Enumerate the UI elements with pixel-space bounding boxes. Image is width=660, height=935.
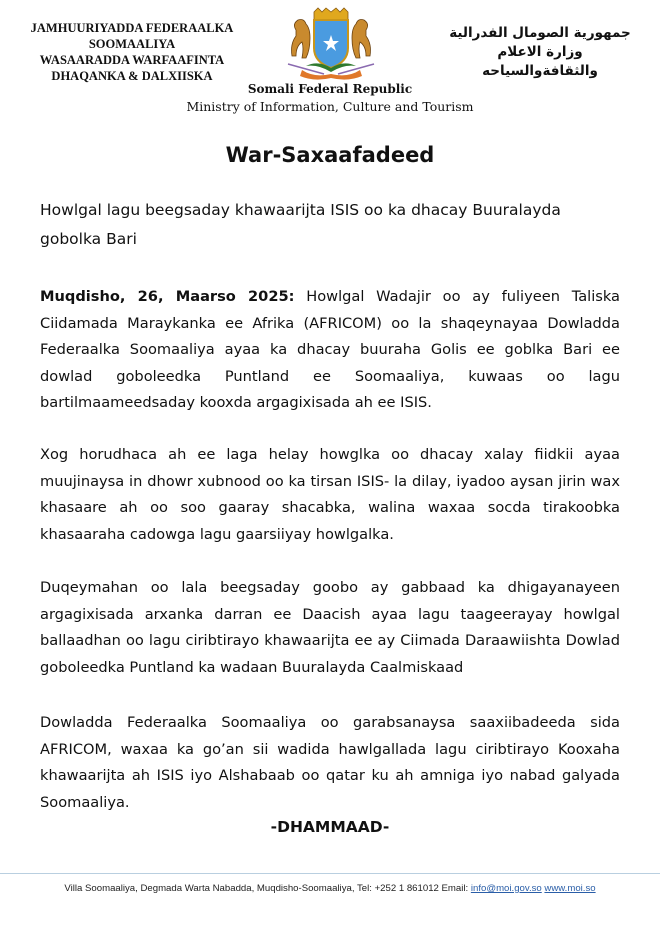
document-headline: Howlgal lagu beegsaday khawaarijta ISIS oo ka dhacay Buuralayda gobolka Bari — [40, 201, 561, 248]
letterhead-right-line: وزارة الاعلام — [497, 44, 583, 60]
letterhead-left-line: JAMHUURIYADDA FEDERAALKA — [30, 21, 234, 35]
letterhead-left-line: WASAARADDA WARFAAFINTA — [39, 53, 225, 67]
dateline: Muqdisho, 26, Maarso 2025: — [40, 288, 295, 305]
paragraph-1-text: Howlgal Wadajir oo ay fuliyeen Taliska Ciidamada Maraykanka ee Afrika (AFRICOM) oo la shaqeynayaa Dowladda Federaalka Soomaaliya ayaa ka dhacay buuraha Golis ee goblka Bari ee dowlad goboleedka Puntland ee Soomaaliya, kuwaas oo lagu bartilmaameedsaday kooxda argagixisada ah ee ISIS. — [40, 288, 620, 411]
paragraph-1 — [40, 284, 620, 417]
paragraph-4: Dowladda Federaalka Soomaaliya oo garabsanaysa saaxiibadeeda sida AFRICOM, waxaa ka go’an sii wadida hawlgallada lagu ciribtirayo Kooxaha khawaarijta ah ISIS iyo Alshabaab oo qatar ku ah amniga iyo nabad galyada Soomaaliya. — [40, 714, 620, 811]
somali-coat-of-arms-icon — [284, 6, 378, 82]
letterhead — [0, 0, 660, 120]
footer-address: Villa Soomaaliya, Degmada Warta Nabadda, Muqdisho-Soomaaliya, Tel: +252 1 861012 Email: — [64, 883, 471, 894]
paragraph-3: Duqeymahan oo lala beegsaday goobo ay gabbaad ka dhigayanayeen argagixisada arxanka darran ee Daacish ayaa lagu taageerayay howlgal ballaadhan oo lagu ciribtirayo khawaarijta ee ay Ciimada Daraawiishta Dowlad goboleedka Puntland ka wadaan Buuralayda Caalmiskaad — [40, 579, 620, 676]
letterhead-left-line: SOOMAALIYA — [88, 37, 176, 51]
letterhead-right-line: والثقافةوالسياحه — [482, 63, 598, 79]
letterhead-arabic-text — [440, 24, 640, 81]
closing-mark: -DHAMMAAD- — [270, 818, 390, 836]
footer-divider — [0, 873, 660, 874]
letterhead-left-line: DHAQANKA & DALXIISKA — [51, 69, 213, 83]
letterhead-ministry-name: Ministry of Information, Culture and Tourism — [186, 99, 474, 114]
letterhead-republic-name: Somali Federal Republic — [247, 82, 413, 96]
footer-email-link[interactable]: info@moi.gov.so — [470, 883, 542, 894]
document-title: War-Saxaafadeed — [225, 143, 435, 167]
footer-website-link[interactable]: www.moi.so — [544, 883, 596, 894]
letterhead-somali-text — [22, 20, 242, 84]
paragraph-2: Xog horudhaca ah ee laga helay howglka oo dhacay xalay fiidkii ayaa muujinaysa in dhowr xubnood oo ka tirsan ISIS- la dilay, iyadoo aysan jirin wax khasaare ah oo soo gaaray shacabka, walina waxaa socda tirakoobka khasaaraha cadowga lagu gaarsiiyay howlgalka. — [40, 446, 620, 543]
footer — [0, 883, 660, 894]
letterhead-right-line: جمهورية الصومال الفدرالية — [449, 25, 631, 41]
